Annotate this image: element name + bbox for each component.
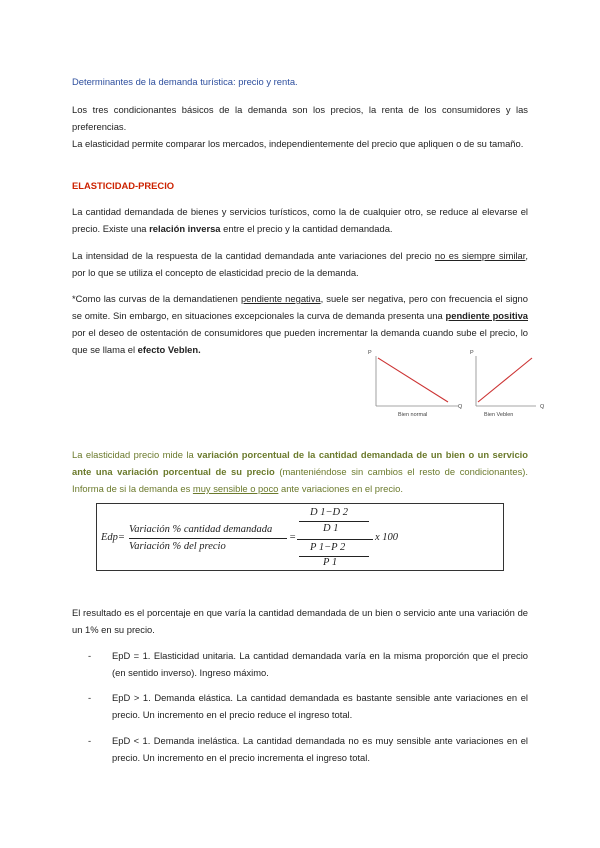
paragraph-elasticidad-definicion xyxy=(72,446,528,497)
text: , por lo que se utiliza el concepto de elasticidad precio de la demanda. xyxy=(72,250,528,278)
formula-top-denominator: D 1 xyxy=(323,523,339,534)
chart-caption: Bien normal xyxy=(398,412,428,418)
chart-y-axis-label: P xyxy=(470,350,474,356)
underlined-text: muy sensible o poco xyxy=(192,483,279,494)
chart-x-axis-label: Q xyxy=(540,404,545,410)
text: (manteniéndose sin cambios el resto de condicionantes). Informa de si la demanda es xyxy=(72,466,528,494)
bold-text: efecto Veblen. xyxy=(137,344,201,355)
bullet-elasticidad-unitaria: EpD = 1. Elasticidad unitaria. La cantidad demandada varía en la misma proporción que el precio (en sentido inverso). Ingreso máximo. xyxy=(112,650,528,678)
paragraph-pendiente xyxy=(72,290,528,358)
intro-paragraph-1: Los tres condicionantes básicos de la demanda son los precios, la renta de los consumidores y las preferencias. xyxy=(72,104,528,132)
main-fraction-bar xyxy=(297,539,373,540)
formula-top-numerator: D 1−D 2 xyxy=(310,507,349,518)
paragraph-resultado: El resultado es el porcentaje en que varía la cantidad demandada de un bien o servicio ante una variación de un 1% en su precio. xyxy=(72,607,528,635)
text: La cantidad demandada de bienes y servicios turísticos, como la de cualquier otro, se reduce al elevarse el precio. Existe una xyxy=(72,206,528,234)
underlined-text: no es siempre similar xyxy=(434,250,526,261)
formula-lhs: Edp= xyxy=(101,532,125,543)
underlined-text: pendiente negativa xyxy=(240,293,321,304)
bullet-demanda-inelastica: EpD < 1. Demanda inelástica. La cantidad demandada no es muy sensible ante variaciones en el precio. Un incremento en el precio incrementa el ingreso total. xyxy=(112,735,528,763)
bullet-dash: - xyxy=(88,650,92,661)
elasticity-formula xyxy=(96,503,504,571)
fraction-bar xyxy=(299,521,369,522)
intro-paragraph-2: La elasticidad permite comparar los mercados, independientemente del precio que apliquen o de su tamaño. xyxy=(72,138,524,149)
chart-bien-veblen-plot xyxy=(470,352,545,410)
formula-frac-denominator: Variación % del precio xyxy=(129,541,226,552)
chart-bien-normal-plot xyxy=(368,352,464,410)
text: por el deseo de ostentación de consumidores que pueden incrementar la demanda cuando sube el precio, lo que se llama el xyxy=(72,327,528,355)
text: entre el precio y la cantidad demandada. xyxy=(220,223,393,234)
text: La intensidad de la respuesta de la cantidad demandada ante variaciones del precio xyxy=(72,250,435,261)
bold-text: relación inversa xyxy=(149,223,221,234)
formula-bottom-numerator: P 1−P 2 xyxy=(310,542,346,553)
paragraph-intensidad xyxy=(72,247,528,281)
underlined-text: pendiente positiva xyxy=(445,310,528,321)
chart-x-axis-label: Q xyxy=(458,404,463,410)
bullet-demanda-elastica: EpD > 1. Demanda elástica. La cantidad demandada es bastante sensible ante variaciones en el precio. Un incremento en el precio reduce el ingreso total. xyxy=(112,692,528,720)
bold-text: variación porcentual de la cantidad demandada de un bien o un servicio ante una variación porcentual de su precio xyxy=(72,449,528,477)
bullet-dash: - xyxy=(88,735,92,746)
formula-bottom-denominator: P 1 xyxy=(323,557,338,568)
page-title: Determinantes de la demanda turística: precio y renta. xyxy=(72,76,298,87)
formula-frac-numerator: Variación % cantidad demandada xyxy=(129,524,273,535)
formula-multiplier: x 100 xyxy=(375,532,399,543)
paragraph-relacion-inversa xyxy=(72,203,528,237)
demand-curve-negative xyxy=(378,358,448,402)
text: *Como las curvas de la demandatienen xyxy=(72,293,241,304)
demand-curve-positive xyxy=(478,358,532,402)
section-heading: ELASTICIDAD-PRECIO xyxy=(72,180,175,191)
chart-y-axis-label: P xyxy=(368,350,372,356)
chart-bien-normal xyxy=(368,350,464,418)
fraction-bar xyxy=(129,538,287,539)
bullet-dash: - xyxy=(88,692,92,703)
text: , suele ser negativa, pero con frecuencia el signo se omite. Sin embargo, en situaciones excepcionales la curva de demanda presenta una xyxy=(72,293,528,321)
chart-bien-veblen xyxy=(470,350,545,418)
text: La elasticidad precio mide la xyxy=(72,449,198,460)
formula-equals: = xyxy=(289,532,297,543)
chart-caption: Bien Veblen xyxy=(484,412,514,418)
text: ante variaciones en el precio. xyxy=(278,483,403,494)
